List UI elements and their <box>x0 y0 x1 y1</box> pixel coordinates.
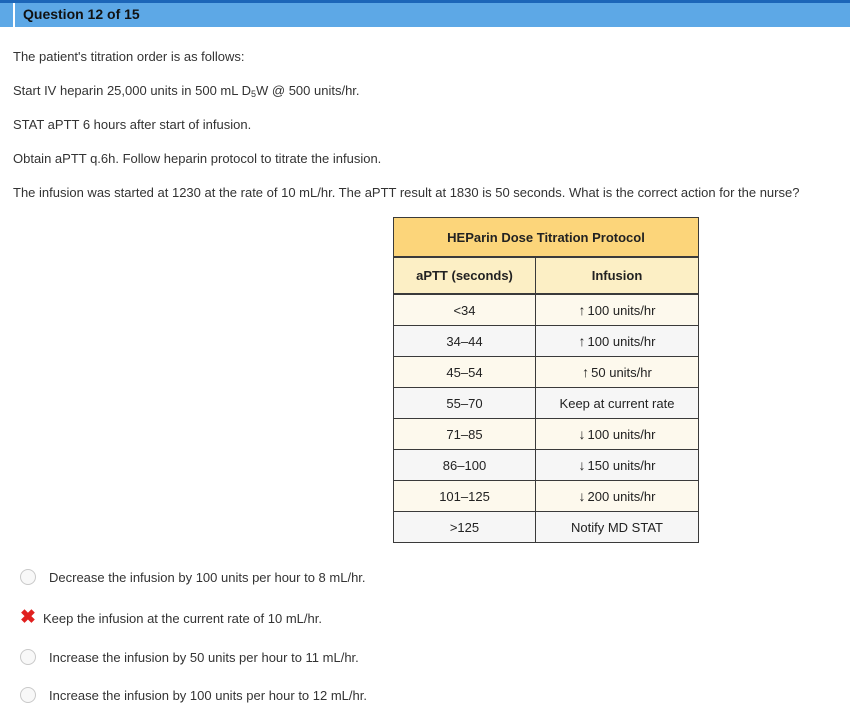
column-header-infusion: Infusion <box>536 257 699 294</box>
infusion-text: 150 units/hr <box>587 458 656 473</box>
order-line-1-subscript: 5 <box>251 89 257 99</box>
question-header-bar <box>0 0 850 27</box>
arrow-down-icon: ↓ <box>578 426 586 442</box>
arrow-down-icon: ↓ <box>578 457 586 473</box>
question-prompt: The infusion was started at 1230 at the rate of 10 mL/hr. The aPTT result at 1830 is 50 seconds. What is the correct action for the nurse? <box>13 185 800 200</box>
answer-text: Decrease the infusion by 100 units per hour to 8 mL/hr. <box>49 569 366 585</box>
infusion-cell <box>536 512 699 543</box>
question-header <box>13 3 835 27</box>
radio-button[interactable] <box>20 569 36 585</box>
infusion-text: Notify MD STAT <box>571 519 663 535</box>
table-row <box>394 326 699 357</box>
table-row <box>394 481 699 512</box>
answer-option-2[interactable] <box>20 607 322 629</box>
heparin-protocol-table <box>393 217 699 543</box>
radio-button[interactable] <box>20 649 36 665</box>
infusion-text: Keep at current rate <box>559 395 675 411</box>
infusion-text: 50 units/hr <box>591 365 652 380</box>
aptt-range-cell: 101–125 <box>394 481 536 512</box>
order-line-3: Obtain aPTT q.6h. Follow heparin protocol to titrate the infusion. <box>13 151 382 166</box>
infusion-text: 100 units/hr <box>587 427 656 442</box>
table-row <box>394 388 699 419</box>
aptt-range-cell: <34 <box>394 294 536 326</box>
radio-button[interactable] <box>20 687 36 703</box>
order-line-2: STAT aPTT 6 hours after start of infusion. <box>13 117 252 132</box>
table-row <box>394 357 699 388</box>
answer-text: Increase the infusion by 100 units per hour to 12 mL/hr. <box>49 687 367 703</box>
answer-text: Keep the infusion at the current rate of 10 mL/hr. <box>43 610 322 626</box>
infusion-cell <box>536 419 699 450</box>
table-row <box>394 450 699 481</box>
table-title: HEParin Dose Titration Protocol <box>394 218 699 258</box>
answer-option-1[interactable] <box>20 566 366 588</box>
answer-text: Increase the infusion by 50 units per hour to 11 mL/hr. <box>49 649 359 665</box>
aptt-range-cell: 55–70 <box>394 388 536 419</box>
infusion-cell <box>536 357 699 388</box>
table-row <box>394 512 699 543</box>
table-row <box>394 419 699 450</box>
infusion-cell <box>536 450 699 481</box>
aptt-range-cell: >125 <box>394 512 536 543</box>
table-title-row <box>394 218 699 258</box>
infusion-cell <box>536 388 699 419</box>
aptt-range-cell: 86–100 <box>394 450 536 481</box>
question-counter: Question 12 of 15 <box>23 6 140 22</box>
aptt-range-cell: 45–54 <box>394 357 536 388</box>
order-line-1-start: Start IV heparin 25,000 units in 500 mL D <box>13 83 251 98</box>
question-intro: The patient's titration order is as follows: <box>13 49 245 64</box>
order-line-1-end: W @ 500 units/hr. <box>256 83 360 98</box>
column-header-aptt: aPTT (seconds) <box>394 257 536 294</box>
infusion-text: 200 units/hr <box>587 489 656 504</box>
infusion-text: 100 units/hr <box>587 334 656 349</box>
incorrect-x-icon: ✖ <box>20 607 36 628</box>
answer-option-3[interactable] <box>20 646 359 668</box>
table-header-row <box>394 257 699 294</box>
arrow-down-icon: ↓ <box>578 488 586 504</box>
order-line-1 <box>13 83 360 99</box>
infusion-cell <box>536 481 699 512</box>
arrow-up-icon: ↑ <box>578 333 586 349</box>
arrow-up-icon: ↑ <box>578 302 586 318</box>
infusion-cell <box>536 294 699 326</box>
infusion-text: 100 units/hr <box>587 303 656 318</box>
aptt-range-cell: 71–85 <box>394 419 536 450</box>
arrow-up-icon: ↑ <box>582 364 590 380</box>
answer-option-4[interactable] <box>20 684 367 706</box>
table-row <box>394 294 699 326</box>
infusion-cell <box>536 326 699 357</box>
aptt-range-cell: 34–44 <box>394 326 536 357</box>
